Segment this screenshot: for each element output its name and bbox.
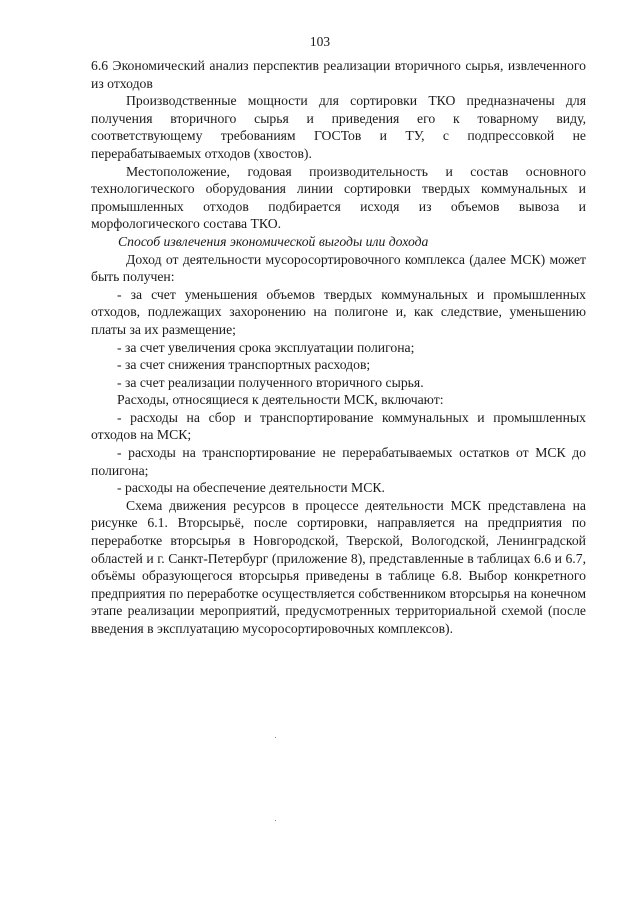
- income-list-item: - за счет реализации полученного вторичного сырья.: [117, 374, 424, 390]
- page-number: 103: [309, 34, 331, 49]
- paragraph-income-intro: Доход от деятельности мусоросортировочного комплекса (далее МСК) может быть получен:: [91, 251, 586, 285]
- paragraph-production-capacity: Производственные мощности для сортировки ТКО предназначены для получения вторичного сырья и приведения его к товарному виду, соответствующему требованиям ГОСТов и ТУ, с подпрессовкой не перерабатываемых отходов (хвостов).: [91, 93, 586, 161]
- income-list-item: - за счет увеличения срока эксплуатации полигона;: [117, 339, 415, 355]
- section-heading: 6.6 Экономический анализ перспектив реализации вторичного сырья, извлеченного из отходов: [91, 58, 586, 91]
- scan-speck: [275, 737, 276, 738]
- subheading-income-method: Способ извлечения экономической выгоды или дохода: [118, 233, 429, 249]
- income-list-item: - за счет уменьшения объемов твердых коммунальных и промышленных отходов, подлежащих захоронению на полигоне и, как следствие, уменьшению платы за их размещение;: [91, 286, 586, 337]
- document-body: [91, 57, 586, 638]
- paragraph-expenses-intro: Расходы, относящиеся к деятельности МСК, включают:: [117, 392, 444, 408]
- expense-list-item: - расходы на транспортирование не перерабатываемых остатков от МСК до полигона;: [91, 445, 586, 478]
- income-list-item: - за счет снижения транспортных расходов;: [117, 357, 371, 373]
- paragraph-location: Местоположение, годовая производительность и состав основного технологического оборудования линии сортировки твердых коммунальных и промышленных отходов подбирается исходя из объемов вывоза и морфологического состава ТКО.: [91, 163, 586, 232]
- paragraph-resource-flow: Схема движения ресурсов в процессе деятельности МСК представлена на рисунке 6.1. Вторсырьё, после сортировки, направляется на предприятия по переработке вторсырья в Новгородской, Тверской, Вологодской, Ленинградской областей и г. Санкт-Петербург (приложение 8), представленные в таблицах 6.6 и 6.7, объёмы образующегося вторсырья приведены в таблице 6.8. Выбор конкретного предприятия по переработке осуществляется собственником вторсырья на конечном этапе реализации мероприятий, предусмотренных территориальной схемой (после введения в эксплуатацию мусоросортировочных комплексов).: [91, 497, 586, 636]
- expense-list-item: - расходы на сбор и транспортирование коммунальных и промышленных отходов на МСК;: [91, 409, 586, 443]
- scan-speck: [275, 820, 276, 821]
- expense-list-item: - расходы на обеспечение деятельности МСК.: [117, 480, 385, 496]
